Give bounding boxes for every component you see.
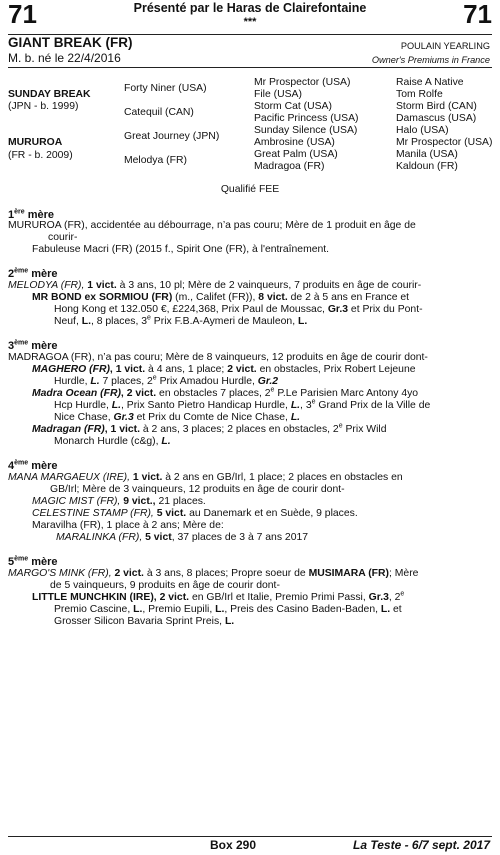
produce-line: MARALINKA (FR), 5 vict, 37 places de 3 à 7 ans 2017 <box>56 532 309 543</box>
produce-line: LITTLE MUNCHKIN (IRE), 2 vict. en GB/Irl et Italie, Premio Primi Passi, Gr.3, 2e <box>32 590 405 603</box>
ped-gen2: Great Journey (JPN) <box>124 131 220 142</box>
ped-gen4: Tom Rolfe <box>396 89 443 100</box>
dam2-line: MELODYA (FR), 1 vict. à 3 ans, 10 pl; Mère de 2 vainqueurs, 7 produits en âge de courir- <box>8 280 422 291</box>
divider <box>8 836 492 837</box>
ped-gen3: File (USA) <box>254 89 302 100</box>
section-title: 5ème mère <box>8 555 58 568</box>
sire-name: SUNDAY BREAK <box>8 89 91 100</box>
ped-gen2: Catequil (CAN) <box>124 107 194 118</box>
dam3-line: MADRAGOA (FR), n’a pas couru; Mère de 8 vainqueurs, 12 produits en âge de courir dont- <box>8 352 428 363</box>
box-number: Box 290 <box>210 838 257 852</box>
ped-gen4: Mr Prospector (USA) <box>396 137 493 148</box>
dam1-line: courir- <box>48 232 78 243</box>
ped-gen3: Mr Prospector (USA) <box>254 77 351 88</box>
ped-gen4: Damascus (USA) <box>396 113 477 124</box>
produce-line: Hcp Hurdle, L., Prix Santo Pietro Handicap Hurdle, L., 3e Grand Prix de la Ville de <box>54 398 431 411</box>
ped-gen4: Kaldoun (FR) <box>396 161 458 172</box>
ped-gen3: Madragoa (FR) <box>254 161 325 172</box>
stars: *** <box>243 16 257 28</box>
section-title: 3ème mère <box>8 339 58 352</box>
ped-gen4: Raise A Native <box>396 77 464 88</box>
dam4-line: MANA MARGAEUX (IRE), 1 vict. à 2 ans en GB/Irl, 1 place; 2 places en obstacles en <box>8 472 403 483</box>
produce-line: Madra Ocean (FR), 2 vict. en obstacles 7 places, 2e P.Le Parisien Marc Antony 4yo <box>32 386 419 399</box>
divider <box>8 67 492 68</box>
dam1-line: MURUROA (FR), accidentée au débourrage, n’a pas couru; Mère de 1 produit en âge de <box>8 220 416 231</box>
dam5-line: MARGO'S MINK (FR), 2 vict. à 3 ans, 8 places; Propre soeur de MUSIMARA (FR); Mère <box>8 568 419 579</box>
event-name: La Teste - 6/7 sept. 2017 <box>353 838 490 852</box>
produce-line: Hurdle, L. 7 places, 2e Prix Amadou Hurdle, Gr.2 <box>54 374 278 387</box>
dam1-produce: Fabuleuse Macri (FR) (2015 f., Spirit One (FR), à l'entraînement. <box>32 244 330 255</box>
produce-line: Nice Chase, Gr.3 et Prix du Comte de Nice Chase, L. <box>54 412 301 423</box>
horse-name: GIANT BREAK (FR) <box>8 35 133 50</box>
produce-line: MAGHERO (FR), 1 vict. à 4 ans, 1 place; 2 vict. en obstacles, Prix Robert Lejeune <box>32 364 416 375</box>
produce-line: MAGIC MIST (FR), 9 vict., 21 places. <box>32 496 206 507</box>
ped-gen3: Pacific Princess (USA) <box>254 113 359 124</box>
produce-line: Grosser Silicon Bavaria Sprint Preis, L. <box>54 616 235 627</box>
lot-number-right: 71 <box>463 0 492 29</box>
consignor-title: Présenté par le Haras de Clairefontaine <box>133 1 367 15</box>
program-label: Owner's Premiums in France <box>371 55 490 65</box>
dam4-line: GB/Irl; Mère de 3 vainqueurs, 12 produits en âge de courir dont- <box>50 484 345 495</box>
birth-info: M. b. né le 22/4/2016 <box>8 51 121 65</box>
produce-line: Neuf, L., 8 places, 3e Prix F.B.A-Aymeri de Mauleon, L. <box>54 314 308 327</box>
ped-gen3: Ambrosine (USA) <box>254 137 335 148</box>
ped-gen3: Storm Cat (USA) <box>254 101 332 112</box>
ped-gen4: Halo (USA) <box>396 125 449 136</box>
produce-line: Maravilha (FR), 1 place à 2 ans; Mère de: <box>32 520 224 531</box>
ped-gen3: Great Palm (USA) <box>254 149 338 160</box>
dam5-line: de 5 vainqueurs, 9 produits en âge de courir dont- <box>50 580 280 591</box>
dam-info: (FR - b. 2009) <box>8 150 73 161</box>
qualification: Qualifié FEE <box>220 184 280 195</box>
section-title: 1ère mère <box>8 208 54 221</box>
ped-gen4: Storm Bird (CAN) <box>396 101 477 112</box>
ped-gen3: Sunday Silence (USA) <box>254 125 358 136</box>
sire-info: (JPN - b. 1999) <box>8 101 79 112</box>
ped-gen4: Manila (USA) <box>396 149 458 160</box>
produce-line: Hong Kong et 132.050 €, £224,368, Prix Paul de Moussac, Gr.3 et Prix du Pont- <box>54 304 423 315</box>
section-title: 4ème mère <box>8 459 58 472</box>
produce-line: Madragan (FR), 1 vict. à 2 ans, 3 places; 2 places en obstacles, 2e Prix Wild <box>32 422 387 435</box>
produce-line: CELESTINE STAMP (FR), 5 vict. au Danemark et en Suède, 9 places. <box>32 508 358 519</box>
sex-label: POULAIN YEARLING <box>400 41 490 51</box>
ped-gen2: Melodya (FR) <box>124 155 187 166</box>
produce-line: Premio Cascine, L., Premio Eupili, L., Preis des Casino Baden-Baden, L. et <box>54 604 402 615</box>
section-title: 2ème mère <box>8 267 58 280</box>
dam-name: MURUROA <box>8 137 63 148</box>
ped-gen2: Forty Niner (USA) <box>124 83 207 94</box>
produce-line: Monarch Hurdle (c&g), L. <box>54 436 171 447</box>
produce-line: MR BOND ex SORMIOU (FR) (m., Califet (FR)), 8 vict. de 2 à 5 ans en France et <box>32 292 410 303</box>
lot-number: 71 <box>8 0 37 29</box>
